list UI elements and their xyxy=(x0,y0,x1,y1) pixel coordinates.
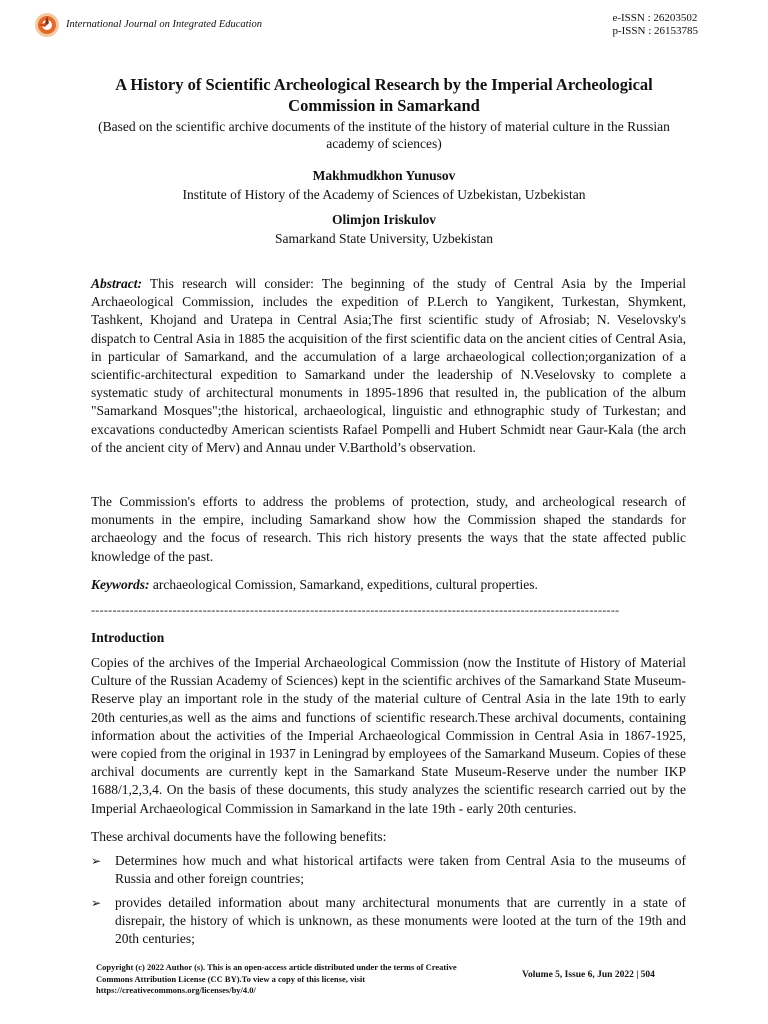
abstract-text: This research will consider: The beginning of the study of Central Asia by the Imperial Archaeological Commission, includes the expedition of P.Lerch to Yangikent, Turkestan, Shymkent, Tashkent, Khojand and Uratepa in Central Asia;The first scientific study of Afrosiab; N. Veselovsky's dispatch to Central Asia in 1885 the acquisition of the first scientific data on the ancient cities of Central Asia, in particular of Samarkand, and the accumulation of a large archaeological collection;organization of a scientific-architectural expedition to Samarkand under the leadership of N.Veselovsky to complete a systematic study of architectural monuments in 1895-1896 that resulted in, the publication of the album "Samarkand Mosques";the historical, archaeological, linguistic and ethnographic study of Turkestan; and excavations conductedby American scientists Rafael Pompelli and Hubert Schmidt near Gaur-Kala (the arch of the ancient city of Merv) and Annau under V.Barthold’s observation. xyxy=(91,276,686,455)
abstract-label: Abstract: xyxy=(91,276,143,291)
introduction-heading: Introduction xyxy=(91,630,165,645)
page-number: 504 xyxy=(640,970,655,980)
list-item-text: provides detailed information about many architectural monuments that are currently in a state of disrepair, the history of which is unknown, as these monuments were looted at the turn of the 19th and 20th centuries; xyxy=(115,895,686,946)
journal-logo-icon xyxy=(34,12,60,38)
keywords-paragraph xyxy=(91,576,686,594)
author-affiliation-2: Samarkand State University, Uzbekistan xyxy=(274,231,494,246)
copyright-notice: Copyright (c) 2022 Author (s). This is an open-access article distributed under the terms of Creative Commons Attribution License (CC BY).To view a copy of this license, visit https://creativecommons.org/licenses/by/4.0/ xyxy=(96,962,457,995)
abstract-paragraph xyxy=(91,275,686,457)
arrow-bullet-icon: ➢ xyxy=(91,896,102,910)
abstract-paragraph-2: The Commission's efforts to address the problems of protection, study, and archeological research of monuments in the empire, including Samarkand show how the Commission shaped the standards for archaeology and the focus of research. This rich history presents the ways that the state affected public knowledge of the past. xyxy=(91,494,686,564)
page-separator: | xyxy=(633,970,641,980)
keywords-text: archaeological Comission, Samarkand, expeditions, cultural properties. xyxy=(149,577,538,592)
list-item xyxy=(91,894,686,948)
introduction-paragraph-2: These archival documents have the following benefits: xyxy=(91,829,387,844)
author-affiliation-1: Institute of History of the Academy of Sciences of Uzbekistan, Uzbekistan xyxy=(182,187,586,202)
paper-subtitle: (Based on the scientific archive documents of the institute of the history of material culture in the Russian academy of sciences) xyxy=(98,119,670,151)
eissn: e-ISSN : 26203502 xyxy=(612,12,698,24)
arrow-bullet-icon: ➢ xyxy=(91,854,102,868)
volume-issue: Volume 5, Issue 6, Jun 2022 xyxy=(522,970,634,980)
section-separator: --------------------------------------------------------------------------------------------------------------------------- xyxy=(91,603,620,617)
volume-info xyxy=(522,970,655,980)
benefits-list xyxy=(91,852,686,954)
keywords-label: Keywords: xyxy=(91,577,150,592)
introduction-paragraph-1: Copies of the archives of the Imperial Archaeological Commission (now the Institute of History of Material Culture of the Russian Academy of Sciences) kept in the scientific archives of the Samarkand State Museum-Reserve play an important role in the study of the material culture of Central Asia in the late 19th to early 20th centuries,as well as the aims and functions of scientific research.These archival documents, containing information about the activities of the Imperial Archaeological Commission in Central Asia in 1867-1925, were copied from the original in 1937 in Leningrad by employees of the Samarkand Museum. Copies of these archival documents are currently kept in the Samarkand State Museum-Reserve under the number IKP 1688/1,2,3,4. On the basis of these documents, this study analyzes the scientific research carried out by the Imperial Archaeological Commission in Samarkand in the late 19th - early 20th centuries. xyxy=(91,655,686,816)
list-item-text: Determines how much and what historical artifacts were taken from Central Asia to the museums of Russia and other foreign countries; xyxy=(115,853,686,886)
author-name-2: Olimjon Iriskulov xyxy=(332,212,436,227)
page-header xyxy=(34,10,712,46)
pissn: p-ISSN : 26153785 xyxy=(612,25,698,37)
list-item xyxy=(91,852,686,888)
author-name-1: Makhmudkhon Yunusov xyxy=(312,168,456,183)
journal-name: International Journal on Integrated Education xyxy=(66,19,262,30)
paper-title: A History of Scientific Archeological Research by the Imperial Archeological Commission in Samarkand xyxy=(115,75,653,115)
issn-block xyxy=(612,12,698,38)
